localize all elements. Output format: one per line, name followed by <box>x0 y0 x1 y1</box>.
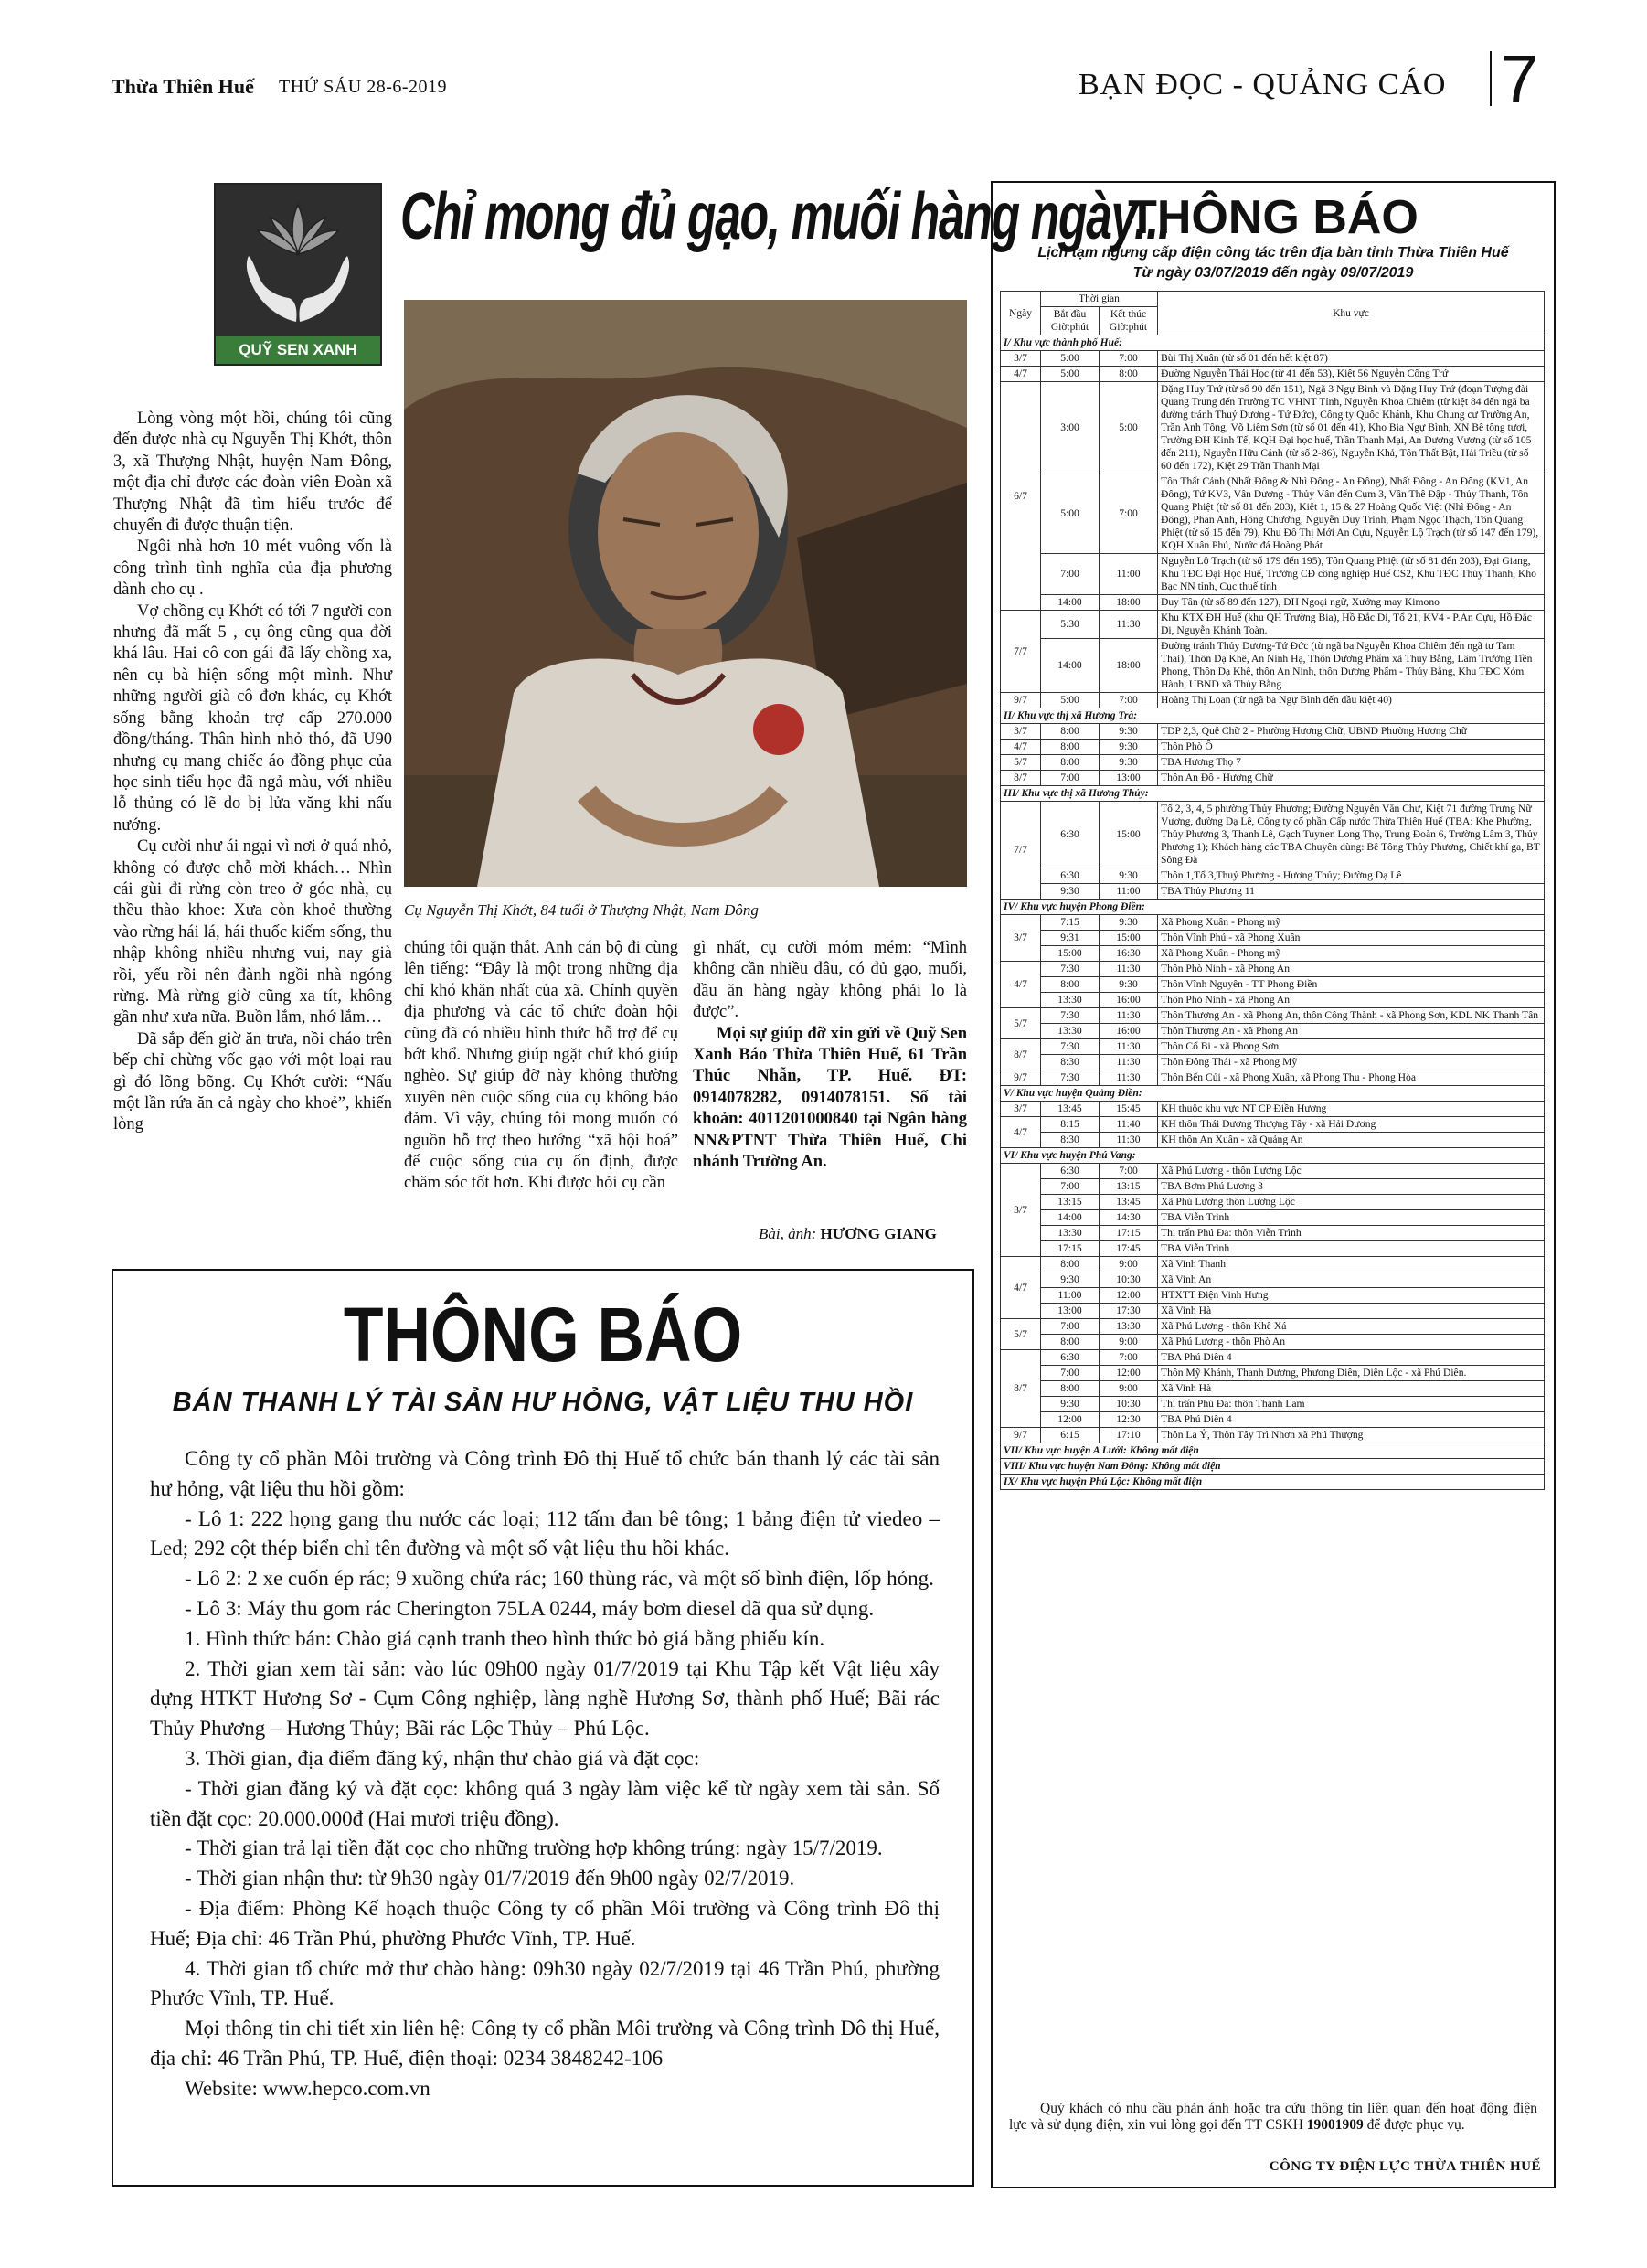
cell-end: 10:30 <box>1100 1397 1158 1412</box>
section-title: BẠN ĐỌC - QUẢNG CÁO <box>1079 68 1447 101</box>
cell-start: 5:00 <box>1041 693 1100 708</box>
header-end: Kết thúc Giờ:phút <box>1100 307 1158 335</box>
cell-start: 8:15 <box>1041 1117 1100 1133</box>
table-row <box>1001 1381 1545 1397</box>
cell-start: 7:00 <box>1041 1179 1100 1195</box>
cell-area: TDP 2,3, Quê Chữ 2 - Phường Hương Chữ, UBND Phường Hương Chữ <box>1158 724 1545 740</box>
cell-start: 5:00 <box>1041 474 1100 554</box>
cell-end: 11:30 <box>1100 1039 1158 1055</box>
article-paragraph: Vợ chồng cụ Khớt có tới 7 người con nhưng đã mất 5 , cụ ông cũng qua đời khá lâu. Hai cô con gái đã lấy chồng xa, nên cụ bà hiện sống một mình. Như những người già cô đơn khác, cụ Khớt sống bằng khoản trợ cấp 270.000 đồng/tháng. Thân hình nhỏ thó, đã U90 nhưng cụ mang chiếc áo đồng phục của học sinh tiểu học đã ngả màu, với nhiều lỗ thủng có lẽ do bị lửa văng khi nấu nướng. <box>113 602 392 835</box>
table-row <box>1001 946 1545 962</box>
cell-end: 16:30 <box>1100 946 1158 962</box>
table-row <box>1001 1226 1545 1241</box>
table-row <box>1001 554 1545 595</box>
cell-start: 13:30 <box>1041 1226 1100 1241</box>
cell-end: 11:40 <box>1100 1117 1158 1133</box>
cell-day: 4/7 <box>1001 962 1041 1008</box>
table-row <box>1001 1179 1545 1195</box>
article-title: Chỉ mong đủ gạo, muối hàng ngày... <box>400 180 1170 253</box>
cell-end: 16:00 <box>1100 993 1158 1008</box>
cell-area: Thôn Phò Ninh - xã Phong An <box>1158 993 1545 1008</box>
region-heading: I/ Khu vực thành phố Huế: <box>1001 335 1545 351</box>
cell-start: 13:00 <box>1041 1304 1100 1319</box>
cell-end: 15:00 <box>1100 802 1158 868</box>
cell-end: 12:00 <box>1100 1288 1158 1304</box>
cell-area: Nguyễn Lộ Trạch (từ số 179 đến 195), Tôn Quang Phiệt (từ số 81 đến 203), Đại Giang, Khu TĐC Đại Học Huế, Trường CĐ công nghiệp Huế CS2, Khu TĐC Thủy Thanh, Kho Bạc NN tỉnh, Cục thuế tỉnh <box>1158 554 1545 595</box>
header-time: Thời gian <box>1041 292 1158 307</box>
cell-end: 11:30 <box>1100 611 1158 639</box>
cell-area: HTXTT Điện Vinh Hưng <box>1158 1288 1545 1304</box>
cell-day: 6/7 <box>1001 382 1041 611</box>
cell-end: 10:30 <box>1100 1272 1158 1288</box>
cell-area: KH thuộc khu vực NT CP Điền Hương <box>1158 1102 1545 1117</box>
cell-end: 9:30 <box>1100 740 1158 755</box>
table-row <box>1001 595 1545 611</box>
region-row <box>1001 335 1545 351</box>
cell-area: Thị trấn Phú Đa: thôn Thanh Lam <box>1158 1397 1545 1412</box>
cell-day: 3/7 <box>1001 351 1041 367</box>
cell-end: 7:00 <box>1100 474 1158 554</box>
notice-paragraph: 4. Thời gian tổ chức mở thư chào hàng: 09h30 ngày 02/7/2019 tại 46 Trần Phú, phường Phước Vĩnh, TP. Huế. <box>150 1956 940 2010</box>
cell-area: Thôn Phò Ninh - xã Phong An <box>1158 962 1545 977</box>
cell-end: 9:00 <box>1100 1257 1158 1272</box>
notice-paragraph: Mọi thông tin chi tiết xin liên hệ: Công ty cổ phần Môi trường và Công trình Đô thị Huế, địa chỉ: 46 Trần Phú, TP. Huế, điện thoại: 0234 3848242-106 <box>150 2017 940 2070</box>
table-row <box>1001 884 1545 900</box>
cell-end: 17:15 <box>1100 1226 1158 1241</box>
cell-day: 8/7 <box>1001 771 1041 786</box>
cell-end: 17:45 <box>1100 1241 1158 1257</box>
cell-day: 3/7 <box>1001 915 1041 962</box>
cell-area: Thôn Phò Ô <box>1158 740 1545 755</box>
notice-paragraph: - Thời gian trả lại tiền đặt cọc cho những trường hợp không trúng: ngày 15/7/2019. <box>185 1837 883 1860</box>
cell-day: 3/7 <box>1001 724 1041 740</box>
table-row <box>1001 1195 1545 1210</box>
table-row <box>1001 724 1545 740</box>
cell-area: Thôn Mỹ Khánh, Thanh Dương, Phương Diên, Diên Lộc - xã Phú Diên. <box>1158 1366 1545 1381</box>
cell-start: 14:00 <box>1041 1210 1100 1226</box>
notice-paragraph: - Lô 2: 2 xe cuốn ép rác; 9 xuồng chứa rác; 160 thùng rác, và một số bình điện, lốp hỏng. <box>185 1567 934 1591</box>
byline <box>759 1225 937 1243</box>
cell-start: 7:30 <box>1041 1039 1100 1055</box>
region-row <box>1001 1475 1545 1490</box>
outage-schedule-table <box>1000 291 1545 1490</box>
table-header-row <box>1001 292 1545 307</box>
cell-start: 8:00 <box>1041 724 1100 740</box>
region-no-outage: VIII/ Khu vực huyện Nam Đông: Không mất điện <box>1001 1459 1545 1475</box>
cell-area: Thị trấn Phú Đa: thôn Viễn Trình <box>1158 1226 1545 1241</box>
cell-area: Hoàng Thị Loan (từ ngã ba Ngự Bình đến đầu kiệt 40) <box>1158 693 1545 708</box>
cell-area: KH thôn Thái Dương Thượng Tây - xã Hải Dương <box>1158 1117 1545 1133</box>
cell-end: 18:00 <box>1100 639 1158 693</box>
table-row <box>1001 1319 1545 1335</box>
cell-end: 15:00 <box>1100 931 1158 946</box>
table-row <box>1001 1070 1545 1086</box>
table-row <box>1001 931 1545 946</box>
table-row <box>1001 1024 1545 1039</box>
notice-paragraph: 1. Hình thức bán: Chào giá cạnh tranh theo hình thức bỏ giá bằng phiếu kín. <box>185 1626 825 1650</box>
cell-end: 11:00 <box>1100 554 1158 595</box>
notice-body <box>150 1444 940 2104</box>
cell-end: 11:00 <box>1100 884 1158 900</box>
cell-area: Thôn Đông Thái - xã Phong Mỹ <box>1158 1055 1545 1070</box>
table-row <box>1001 474 1545 554</box>
notice-paragraph: - Thời gian đăng ký và đặt cọc: không quá 3 ngày làm việc kể từ ngày xem tài sản. Số tiền đặt cọc: 20.000.000đ (Hai mươi triệu đồng). <box>150 1776 940 1830</box>
cell-area: TBA Phú Diên 4 <box>1158 1412 1545 1428</box>
cell-day: 8/7 <box>1001 1350 1041 1428</box>
cell-day: 9/7 <box>1001 1428 1041 1443</box>
cell-area: TBA Bơm Phú Lương 3 <box>1158 1179 1545 1195</box>
byline-author: HƯƠNG GIANG <box>820 1225 937 1242</box>
cell-area: Xã Phong Xuân - Phong mỹ <box>1158 946 1545 962</box>
cell-start: 13:45 <box>1041 1102 1100 1117</box>
cell-end: 12:00 <box>1100 1366 1158 1381</box>
cell-end: 11:30 <box>1100 1070 1158 1086</box>
cell-end: 13:00 <box>1100 771 1158 786</box>
cell-area: Xã Vinh Hà <box>1158 1304 1545 1319</box>
region-heading: V/ Khu vực huyện Quảng Điền: <box>1001 1086 1545 1102</box>
cell-start: 3:00 <box>1041 382 1100 474</box>
table-row <box>1001 1428 1545 1443</box>
photo-caption: Cụ Nguyễn Thị Khớt, 84 tuổi ở Thượng Nhật, Nam Đông <box>404 901 759 919</box>
table-row <box>1001 1257 1545 1272</box>
table-row <box>1001 802 1545 868</box>
cell-end: 9:00 <box>1100 1335 1158 1350</box>
notice-paragraph: 2. Thời gian xem tài sản: vào lúc 09h00 ngày 01/7/2019 tại Khu Tập kết Vật liệu xây dựng HTKT Hương Sơ - Cụm Công nghiệp, làng nghề Hương Sơ, thành phố Huế; Bãi rác Thủy Phương – Hương Thủy; Bãi rác Lộc Thủy – Phú Lộc. <box>150 1656 940 1741</box>
company-signature: CÔNG TY ĐIỆN LỰC THỪA THIÊN HUẾ <box>1269 2159 1541 2174</box>
table-row <box>1001 740 1545 755</box>
cell-area: Xã Vinh Hà <box>1158 1381 1545 1397</box>
elderly-woman-photo-illustration <box>404 300 967 887</box>
table-row <box>1001 1102 1545 1117</box>
cell-area: Xã Vinh Thanh <box>1158 1257 1545 1272</box>
cell-day: 7/7 <box>1001 611 1041 693</box>
article-photo <box>404 300 967 887</box>
notice-website: Website: www.hepco.com.vn <box>185 2076 430 2100</box>
cell-end: 7:00 <box>1100 1350 1158 1366</box>
cell-day: 9/7 <box>1001 1070 1041 1086</box>
cell-start: 5:00 <box>1041 351 1100 367</box>
cell-end: 9:30 <box>1100 868 1158 884</box>
cell-start: 15:00 <box>1041 946 1100 962</box>
cell-day: 9/7 <box>1001 693 1041 708</box>
cell-start: 8:30 <box>1041 1133 1100 1148</box>
hotline-number: 19001909 <box>1306 2117 1364 2133</box>
cell-area: Thôn Vĩnh Nguyên - TT Phong Điền <box>1158 977 1545 993</box>
region-row <box>1001 1459 1545 1475</box>
cell-area: Xã Phú Lương - thôn Phò An <box>1158 1335 1545 1350</box>
cell-end: 18:00 <box>1100 595 1158 611</box>
article-paragraph: chúng tôi quặn thắt. Anh cán bộ đi cùng lên tiếng: “Đây là một trong những địa chỉ khó khăn nhất của xã. Chính quyền địa phương và các tổ chức đoàn hội cũng đã có nhiều hình thức hỗ trợ để cụ bớt khổ. Nhưng giúp ngặt chứ khó giúp nghèo. Sự giúp đỡ này không thường xuyên nên cuộc sống của cụ không bảo đảm. Vì vậy, chúng tôi mong muốn có nguồn hỗ trợ theo hướng “xã hội hoá” để cuộc sống của cụ ổn định, được chăm sóc tốt hơn. Khi được hỏi cụ cần <box>404 939 678 1193</box>
schedule-body <box>1001 335 1545 1490</box>
cell-start: 7:30 <box>1041 1008 1100 1024</box>
cell-start: 7:30 <box>1041 1070 1100 1086</box>
article-column-1 <box>113 409 392 1136</box>
table-row <box>1001 1241 1545 1257</box>
cell-end: 11:30 <box>1100 1133 1158 1148</box>
table-row <box>1001 771 1545 786</box>
donation-info: Mọi sự giúp đỡ xin gửi về Quỹ Sen Xanh Báo Thừa Thiên Huế, 61 Trần Thúc Nhẫn, TP. Huế. ĐT: 0914078282, 0914078151. Số tài khoản: 4011201000840 tại Ngân hàng NN&PTNT Thừa Thiên Huế, Chi nhánh Trường An. <box>693 1024 967 1172</box>
cell-start: 5:00 <box>1041 367 1100 382</box>
logo-caption: QUỸ SEN XANH <box>216 336 380 364</box>
cell-start: 9:31 <box>1041 931 1100 946</box>
cell-end: 8:00 <box>1100 367 1158 382</box>
byline-prefix: Bài, ảnh: <box>759 1225 817 1242</box>
cell-area: Thôn Thượng An - xã Phong An <box>1158 1024 1545 1039</box>
table-row <box>1001 611 1545 639</box>
cell-end: 13:15 <box>1100 1179 1158 1195</box>
notice-paragraph: 3. Thời gian, địa điểm đăng ký, nhận thư chào giá và đặt cọc: <box>185 1746 700 1770</box>
table-row <box>1001 977 1545 993</box>
cell-area: Bùi Thị Xuân (từ số 01 đến hết kiệt 87) <box>1158 351 1545 367</box>
cell-area: TBA Viễn Trình <box>1158 1241 1545 1257</box>
cell-start: 8:00 <box>1041 755 1100 771</box>
footer-text-end: để được phục vụ. <box>1366 2117 1465 2133</box>
notice-title: THÔNG BÁO <box>343 1292 743 1378</box>
notice-footer <box>1009 2101 1537 2134</box>
cell-area: Khu KTX ĐH Huế (khu QH Trường Bia), Hồ Đắc Di, Tổ 21, KV4 - P.An Cựu, Hồ Đắc Di, Nguyễn Khánh Toàn. <box>1158 611 1545 639</box>
cell-start: 9:30 <box>1041 1397 1100 1412</box>
cell-area: Tổ 2, 3, 4, 5 phường Thủy Phương; Đường Nguyễn Văn Chư, Kiệt 71 đường Trưng Nữ Vương, đường Dạ Lê, Công ty cổ phần Cấp nước Thừa Thiên Huế (TBA: Khe Phường, Thủy Phương 3, Thanh Lê, Gạch Tuynen Long Thọ, Trung Đoàn 6, Trường Lâm 3, Thủy Phương 1); Khách hàng các TBA Chuyên dùng: Bê Tông Thủy Phương, Chiết khí ga, BT Sông Đà <box>1158 802 1545 868</box>
cell-area: Xã Phú Lương - thôn Lương Lộc <box>1158 1164 1545 1179</box>
article-paragraph: gì nhất, cụ cười móm mém: “Mình không cần nhiều đâu, có đủ gạo, muối, dầu ăn hàng ngày không phải lo là được”. <box>693 939 967 1022</box>
cell-start: 6:15 <box>1041 1428 1100 1443</box>
cell-area: Thôn La Ỷ, Thôn Tây Trì Nhơn xã Phú Thượng <box>1158 1428 1545 1443</box>
notice-subtitle: Lịch tạm ngưng cấp điện công tác trên địa bàn tỉnh Thừa Thiên Huế <box>1037 245 1509 261</box>
cell-area: Đường tránh Thủy Dương-Tứ Đức (từ ngã ba Nguyễn Khoa Chiêm đến ngã tư Tam Thai), Thôn Dạ Khê, An Ninh Hạ, Thôn Dương Phẩm xã Thủy Bằng, Lâm Trường Tiền Phong, Thôn Dạ Khê, thôn An Ninh, thôn Dương Phẩm - Thủy Bằng, Khu TĐC Xóm Hành, UBND xã Thủy Bằng <box>1158 639 1545 693</box>
cell-area: Thôn Cổ Bi - xã Phong Sơn <box>1158 1039 1545 1055</box>
cell-day: 3/7 <box>1001 1164 1041 1257</box>
cell-start: 14:00 <box>1041 595 1100 611</box>
cell-start: 7:00 <box>1041 1319 1100 1335</box>
cell-start: 7:00 <box>1041 1366 1100 1381</box>
table-row <box>1001 1055 1545 1070</box>
cell-area: Xã Vinh An <box>1158 1272 1545 1288</box>
table-row <box>1001 351 1545 367</box>
table-row <box>1001 1117 1545 1133</box>
cell-start: 14:00 <box>1041 639 1100 693</box>
table-row <box>1001 868 1545 884</box>
cell-end: 15:45 <box>1100 1102 1158 1117</box>
table-row <box>1001 1366 1545 1381</box>
table-row <box>1001 1350 1545 1366</box>
notice-subtitle: BÁN THANH LÝ TÀI SẢN HƯ HỎNG, VẬT LIỆU THU HỒI <box>172 1388 914 1417</box>
table-row <box>1001 993 1545 1008</box>
cell-end: 7:00 <box>1100 1164 1158 1179</box>
cell-end: 9:30 <box>1100 977 1158 993</box>
notice-paragraph: - Lô 3: Máy thu gom rác Cherington 75LA 0244, máy bơm diesel đã qua sử dụng. <box>185 1596 875 1620</box>
article-column-2 <box>404 938 678 1195</box>
notice-title: THÔNG BÁO <box>1128 191 1419 244</box>
cell-end: 9:30 <box>1100 755 1158 771</box>
region-heading: III/ Khu vực thị xã Hương Thủy: <box>1001 786 1545 802</box>
table-row <box>1001 1008 1545 1024</box>
region-heading: IV/ Khu vực huyện Phong Điền: <box>1001 900 1545 915</box>
table-row <box>1001 1412 1545 1428</box>
header-area: Khu vực <box>1158 292 1545 335</box>
cell-day: 5/7 <box>1001 1319 1041 1350</box>
cell-start: 8:30 <box>1041 1055 1100 1070</box>
cell-start: 8:00 <box>1041 1381 1100 1397</box>
cell-end: 13:45 <box>1100 1195 1158 1210</box>
newspaper-name: Thừa Thiên Huế <box>112 75 254 98</box>
table-row <box>1001 1272 1545 1288</box>
cell-area: TBA Phú Diên 4 <box>1158 1350 1545 1366</box>
table-row <box>1001 693 1545 708</box>
cell-area: TBA Thủy Phương 11 <box>1158 884 1545 900</box>
cell-area: Đặng Huy Trứ (từ số 90 đến 151), Ngã 3 Ngự Bình và Đặng Huy Trứ (đoạn Tượng đài Quang Trung đến Trường TC VHNT Tỉnh, Nguyễn Khoa Chiêm (từ kiệt 84 đến ngã ba đường tránh Thuỷ Dương - Tứ Đức), Công ty Quốc Khánh, Khu Chung cư Trường An, Trần Anh Tông, Võ Liêm Sơn (từ số 01 đến 41), Kho Bia Ngự Bình, XN Bê tông tươi, Trường ĐH Kinh Tế, KQH Đại học huế, Trần Thanh Mại, An Dương Vương (từ số 105 đến 211), Nguyễn Hữu Cảnh (từ số 2-86), Nguyễn Khả, Tôn Thất Bật, Hải Triều (từ số 60 đến 172), Kiệt 29 Trần Thanh Mại <box>1158 382 1545 474</box>
cell-day: 4/7 <box>1001 740 1041 755</box>
cell-end: 11:30 <box>1100 1008 1158 1024</box>
notice-paragraph: - Địa điểm: Phòng Kế hoạch thuộc Công ty cổ phần Môi trường và Công trình Đô thị Huế; Địa chỉ: 46 Trần Phú, phường Phước Vĩnh, TP. Huế. <box>150 1896 940 1950</box>
cell-area: Thôn An Đô - Hương Chữ <box>1158 771 1545 786</box>
header-start: Bắt đầu Giờ:phút <box>1041 307 1100 335</box>
issue-date: THỨ SÁU 28-6-2019 <box>279 77 448 97</box>
cell-end: 9:30 <box>1100 915 1158 931</box>
table-row <box>1001 1210 1545 1226</box>
cell-start: 8:00 <box>1041 1335 1100 1350</box>
hands-icon <box>225 249 371 331</box>
cell-area: Thôn Thượng An - xã Phong An, thôn Công Thành - xã Phong Sơn, KDL NK Thanh Tân <box>1158 1008 1545 1024</box>
cell-start: 13:30 <box>1041 993 1100 1008</box>
notice-paragraph: - Thời gian nhận thư: từ 9h30 ngày 01/7/2019 đến 9h00 ngày 02/7/2019. <box>185 1867 795 1890</box>
article-column-3 <box>693 938 967 1173</box>
cell-day: 5/7 <box>1001 755 1041 771</box>
cell-day: 3/7 <box>1001 1102 1041 1117</box>
cell-start: 6:30 <box>1041 868 1100 884</box>
cell-area: Thôn Vĩnh Phú - xã Phong Xuân <box>1158 931 1545 946</box>
cell-day: 4/7 <box>1001 1117 1041 1148</box>
cell-area: Duy Tân (từ số 89 đến 127), ĐH Ngoại ngữ, Xưởng may Kimono <box>1158 595 1545 611</box>
cell-start: 7:00 <box>1041 771 1100 786</box>
header-day: Ngày <box>1001 292 1041 335</box>
region-row <box>1001 900 1545 915</box>
cell-area: TBA Viễn Trình <box>1158 1210 1545 1226</box>
cell-start: 7:30 <box>1041 962 1100 977</box>
cell-end: 11:30 <box>1100 1055 1158 1070</box>
cell-day: 7/7 <box>1001 802 1041 900</box>
cell-start: 6:30 <box>1041 1350 1100 1366</box>
table-row <box>1001 1304 1545 1319</box>
table-row <box>1001 1164 1545 1179</box>
region-row <box>1001 1443 1545 1459</box>
table-row <box>1001 962 1545 977</box>
cell-area: Tôn Thất Cảnh (Nhất Đông & Nhì Đông - An Đông), Nhất Đông - An Đông (KV1, An Đông), Tứ KV3, Vân Dương - Thủy Vân đến Cụm 3, Vân Thê Đập - Thủy Thanh, Tôn Quang Phiệt (từ số 81 đến 203), Kiệt 1, 15 & 27 Hoàng Quốc Việt (Nhì Đông - An Đông), Phan Anh, Hồng Chương, Nguyễn Duy Trinh, Phạm Ngọc Thạch, Tôn Quang Phiệt (từ số 15 đến 79), Khu Đô Thị Mới An Cựu, Nguyễn Lộ Trạch (từ số 147 đến 179), KQH Xuân Phú, Nước đá Hoàng Phát <box>1158 474 1545 554</box>
table-row <box>1001 1335 1545 1350</box>
table-row <box>1001 1397 1545 1412</box>
cell-start: 6:30 <box>1041 1164 1100 1179</box>
cell-end: 5:00 <box>1100 382 1158 474</box>
table-row <box>1001 1039 1545 1055</box>
cell-start: 7:00 <box>1041 554 1100 595</box>
cell-start: 17:15 <box>1041 1241 1100 1257</box>
region-row <box>1001 1148 1545 1164</box>
cell-area: Xã Phú Lương - thôn Khê Xá <box>1158 1319 1545 1335</box>
article-paragraph: Lòng vòng một hồi, chúng tôi cũng đến được nhà cụ Nguyễn Thị Khớt, thôn 3, xã Thượng Nhật, huyện Nam Đông, một địa chỉ được các đoàn viên Đoàn xã Thượng Nhật đã tìm hiểu trước để chuyển đi được thuận tiện. <box>113 410 392 536</box>
cell-area: TBA Hương Thọ 7 <box>1158 755 1545 771</box>
cell-end: 16:00 <box>1100 1024 1158 1039</box>
region-no-outage: VII/ Khu vực huyện A Lưới: Không mất điện <box>1001 1443 1545 1459</box>
region-heading: II/ Khu vực thị xã Hương Trà: <box>1001 708 1545 724</box>
notice-paragraph: Công ty cổ phần Môi trường và Công trình Đô thị Huế tổ chức bán thanh lý các tài sản hư hỏng, vật liệu thu hồi gồm: <box>150 1447 940 1500</box>
cell-start: 12:00 <box>1041 1412 1100 1428</box>
footer-text-start: Quý khách có nhu cầu phản ánh hoặc tra cứu thông tin liên quan đến hoạt động điện lực và sử dụng điện, xin vui lòng gọi đến TT CSKH <box>1009 2101 1537 2133</box>
cell-area: Xã Phong Xuân - Phong mỹ <box>1158 915 1545 931</box>
cell-day: 8/7 <box>1001 1039 1041 1070</box>
region-row <box>1001 786 1545 802</box>
region-row <box>1001 708 1545 724</box>
article-paragraph: Đã sắp đến giờ ăn trưa, nồi cháo trên bếp chỉ chừng vốc gạo với một loại rau gì đó lõng bõng. Cụ Khớt cười: “Nấu một lần rứa ăn cả ngày cho khoẻ”, khiến lòng <box>113 1029 392 1134</box>
cell-end: 7:00 <box>1100 693 1158 708</box>
quy-sen-xanh-logo <box>214 183 382 366</box>
cell-start: 9:30 <box>1041 1272 1100 1288</box>
table-row <box>1001 367 1545 382</box>
cell-end: 7:00 <box>1100 351 1158 367</box>
table-row <box>1001 755 1545 771</box>
cell-start: 11:00 <box>1041 1288 1100 1304</box>
cell-area: Thôn 1,Tổ 3,Thuỷ Phương - Hương Thủy; Đường Dạ Lê <box>1158 868 1545 884</box>
cell-end: 11:30 <box>1100 962 1158 977</box>
footer-text <box>1009 2101 1537 2134</box>
cell-end: 9:00 <box>1100 1381 1158 1397</box>
table-row <box>1001 639 1545 693</box>
notice-date-range: Từ ngày 03/07/2019 đến ngày 09/07/2019 <box>1132 265 1414 281</box>
cell-area: KH thôn An Xuân - xã Quảng An <box>1158 1133 1545 1148</box>
cell-end: 17:10 <box>1100 1428 1158 1443</box>
region-row <box>1001 1086 1545 1102</box>
cell-area: Xã Phú Lương thôn Lương Lộc <box>1158 1195 1545 1210</box>
cell-start: 8:00 <box>1041 740 1100 755</box>
region-heading: VI/ Khu vực huyện Phú Vang: <box>1001 1148 1545 1164</box>
cell-start: 8:00 <box>1041 1257 1100 1272</box>
cell-day: 4/7 <box>1001 367 1041 382</box>
cell-day: 5/7 <box>1001 1008 1041 1039</box>
article-paragraph: Cụ cười như ái ngại vì nơi ở quá nhỏ, không có được chỗ mời khách… Nhìn cái gùi đi rừng còn treo ở góc nhà, cụ thều thào khoe: Xưa còn khoẻ thường vào rừng hái lá, hái thuốc kiếm sống, thu nhập không nhiều nhưng vui, nay già rồi, yếu rồi nên đành ngồi nhà ngóng rừng. Mà rừng giờ cũng xa tít, không gần như xưa nữa. Buồn lắm, nhớ lắm… <box>113 837 392 1028</box>
cell-start: 8:00 <box>1041 977 1100 993</box>
cell-end: 17:30 <box>1100 1304 1158 1319</box>
cell-area: Thôn Bến Củi - xã Phong Xuân, xã Phong Thu - Phong Hòa <box>1158 1070 1545 1086</box>
article-paragraph: Ngôi nhà hơn 10 mét vuông vốn là công trình tình nghĩa của địa phương dành cho cụ . <box>113 538 392 600</box>
notice-paragraph: - Lô 1: 222 họng gang thu nước các loại; 112 tấm đan bê tông; 1 bảng điện tử viedeo – Led; 292 cột thép biển chỉ tên đường và một số vật liệu thu hồi khác. <box>150 1507 940 1560</box>
table-row <box>1001 382 1545 474</box>
cell-start: 13:30 <box>1041 1024 1100 1039</box>
power-outage-notice <box>991 181 1556 2188</box>
table-row <box>1001 1133 1545 1148</box>
cell-end: 13:30 <box>1100 1319 1158 1335</box>
table-row <box>1001 1288 1545 1304</box>
cell-area: Đường Nguyễn Thái Học (từ 41 đến 53), Kiệt 56 Nguyễn Công Trứ <box>1158 367 1545 382</box>
liquidation-notice <box>112 1269 974 2187</box>
table-row <box>1001 915 1545 931</box>
cell-day: 4/7 <box>1001 1257 1041 1319</box>
cell-end: 12:30 <box>1100 1412 1158 1428</box>
region-no-outage: IX/ Khu vực huyện Phú Lộc: Không mất điện <box>1001 1475 1545 1490</box>
page-number: 7 <box>1501 41 1539 117</box>
cell-start: 9:30 <box>1041 884 1100 900</box>
cell-start: 6:30 <box>1041 802 1100 868</box>
cell-start: 7:15 <box>1041 915 1100 931</box>
cell-start: 13:15 <box>1041 1195 1100 1210</box>
cell-end: 9:30 <box>1100 724 1158 740</box>
header-divider <box>1490 51 1492 106</box>
cell-start: 5:30 <box>1041 611 1100 639</box>
cell-end: 14:30 <box>1100 1210 1158 1226</box>
